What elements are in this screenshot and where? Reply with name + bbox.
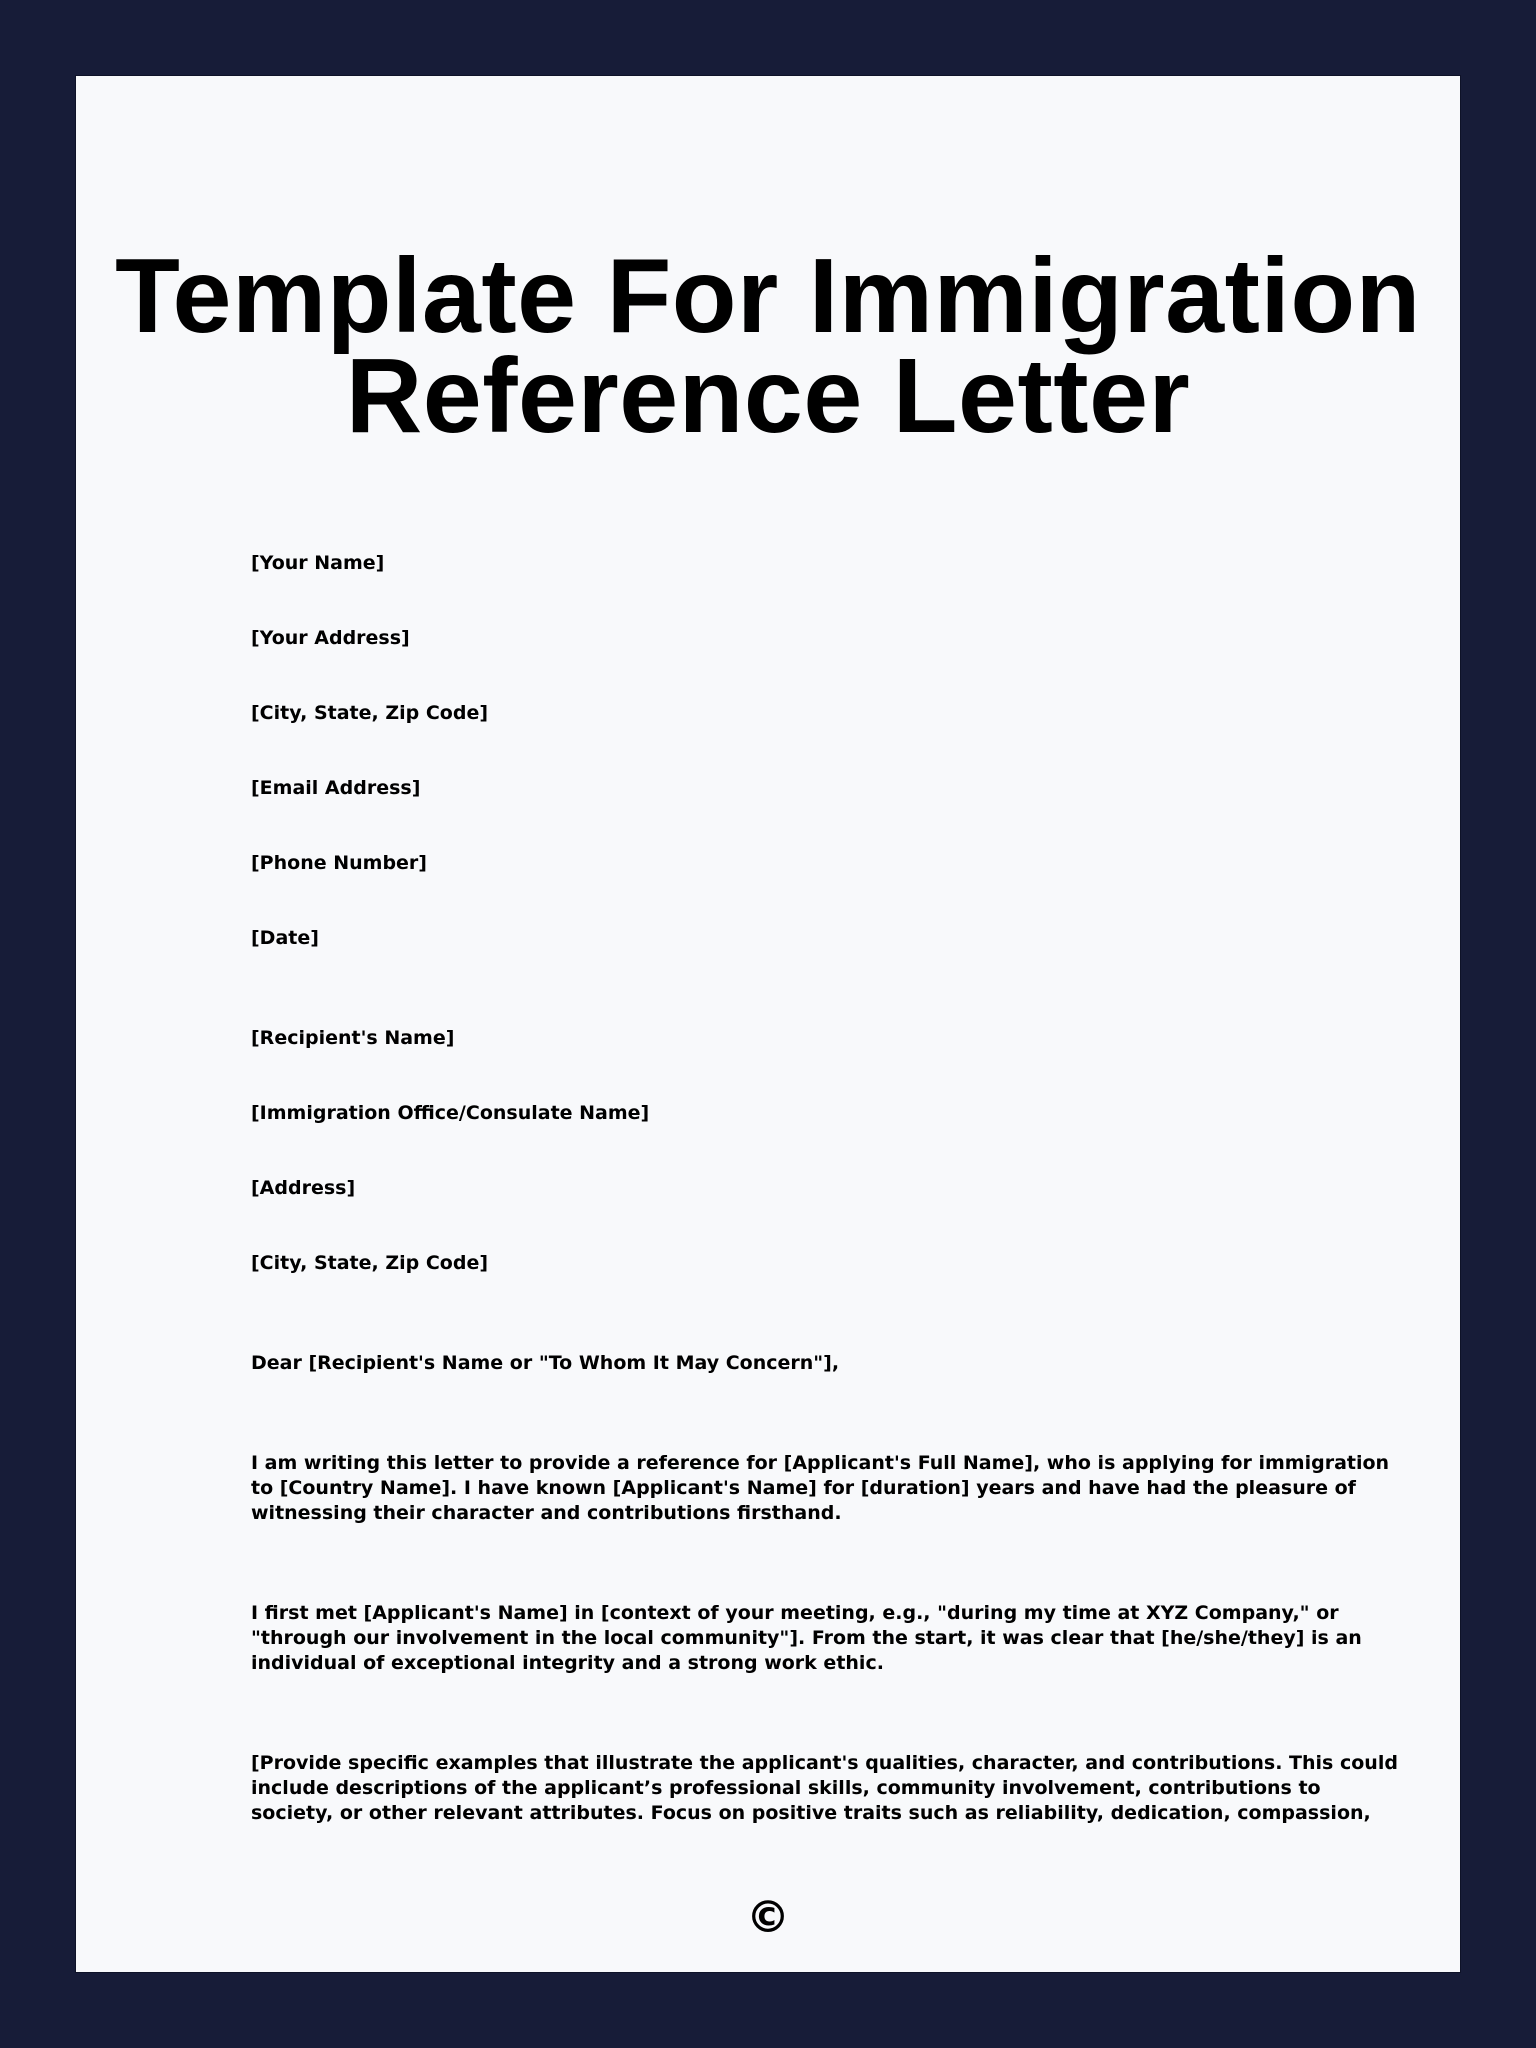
paragraph-3 — [251, 1751, 1398, 1826]
paragraph-3-line-1: [Provide specific examples that illustrate the applicant's qualities, character, and contributions. This could — [251, 1752, 1398, 1774]
paragraph-1-line-2: to [Country Name]. I have known [Applicant's Name] for [duration] years and have had the pleasure of — [251, 1477, 1356, 1499]
recipient-address: [Address] — [251, 1177, 356, 1199]
salutation: Dear [Recipient's Name or "To Whom It May Concern"], — [251, 1352, 840, 1374]
paragraph-2-line-3: individual of exceptional integrity and a strong work ethic. — [251, 1652, 884, 1674]
paragraph-2 — [251, 1601, 1362, 1676]
recipient-name: [Recipient's Name] — [251, 1027, 455, 1049]
recipient-office: [Immigration Office/Consulate Name] — [251, 1102, 650, 1124]
paragraph-3-line-3: society, or other relevant attributes. Focus on positive traits such as reliability, dedication, compassion, — [251, 1802, 1371, 1824]
copyright-icon: © — [746, 1892, 790, 1943]
title-line-1: Template For Immigration — [115, 237, 1421, 355]
paragraph-1 — [251, 1451, 1390, 1526]
paragraph-2-line-2: "through our involvement in the local community"]. From the start, it was clear that [he/she/they] is an — [251, 1627, 1362, 1649]
document-title — [76, 237, 1460, 455]
document-page — [75, 75, 1461, 1973]
paragraph-3-line-2: include descriptions of the applicant’s professional skills, community involvement, contributions to — [251, 1777, 1321, 1799]
letter-date: [Date] — [251, 927, 319, 949]
paragraph-1-line-3: witnessing their character and contributions firsthand. — [251, 1502, 842, 1524]
paragraph-1-line-1: I am writing this letter to provide a reference for [Applicant's Full Name], who is applying for immigration — [251, 1452, 1390, 1474]
sender-city-state-zip: [City, State, Zip Code] — [251, 702, 489, 724]
sender-email: [Email Address] — [251, 777, 421, 799]
sender-phone: [Phone Number] — [251, 852, 427, 874]
paragraph-2-line-1: I first met [Applicant's Name] in [context of your meeting, e.g., "during my time at XYZ Company," or — [251, 1602, 1339, 1624]
sender-address: [Your Address] — [251, 627, 410, 649]
sender-name: [Your Name] — [251, 552, 385, 574]
title-line-2: Reference Letter — [345, 337, 1191, 455]
recipient-city-state-zip: [City, State, Zip Code] — [251, 1252, 489, 1274]
